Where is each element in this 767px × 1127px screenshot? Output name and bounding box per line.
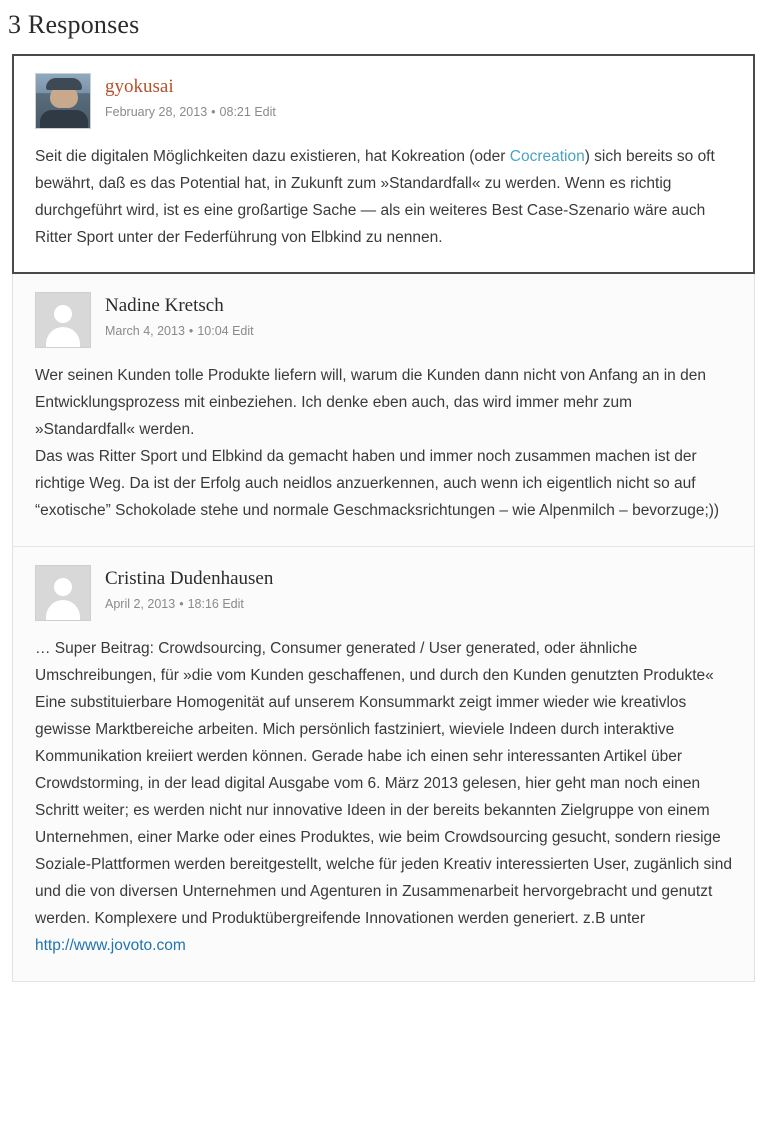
comment-timestamp <box>105 322 254 340</box>
comment-link[interactable]: http://www.jovoto.com <box>35 937 186 954</box>
comment-paragraph <box>35 443 732 524</box>
comment-text: Seit die digitalen Möglichkeiten dazu existieren, hat Kokreation (oder <box>35 148 510 165</box>
comment-author: Cristina Dudenhausen <box>105 568 274 589</box>
comment-date: March 4, 2013 <box>105 324 185 338</box>
comment-item <box>12 54 755 274</box>
comment-time: 10:04 <box>197 324 229 338</box>
comment-date: February 28, 2013 <box>105 105 208 119</box>
avatar <box>35 292 91 348</box>
comment-author: Nadine Kretsch <box>105 295 224 316</box>
comment-text: ) sich bereits so oft bewährt, daß es das Potential hat, in Zukunft zum »Standardfall« zu werden. Wenn es richtig durchgeführt wird, ist es eine großartige Sache — als ein weiteres Best Case-Szenario wäre auch Ritter Sport unter der Federführung von Elbkind zu nennen. <box>35 148 715 246</box>
comment-body <box>35 635 732 959</box>
comment-meta <box>105 73 276 121</box>
avatar <box>35 73 91 129</box>
comment-timestamp <box>105 595 273 613</box>
comment-paragraph <box>35 143 732 251</box>
comment-body <box>35 362 732 524</box>
avatar <box>35 565 91 621</box>
comment-time: 08:21 <box>219 105 251 119</box>
comment-header <box>35 292 732 348</box>
comment-author[interactable]: gyokusai <box>105 76 174 97</box>
comment-header <box>35 565 732 621</box>
edit-comment-link[interactable]: Edit <box>254 105 276 119</box>
comment-time: 18:16 <box>187 597 219 611</box>
comment-item <box>13 274 754 547</box>
meta-separator: • <box>179 597 184 611</box>
comment-meta <box>105 565 273 613</box>
avatar-body <box>40 110 88 128</box>
comment-paragraph <box>35 362 732 443</box>
comment-item <box>13 547 754 981</box>
comment-text: Wer seinen Kunden tolle Produkte liefern will, warum die Kunden dann nicht von Anfang an in den Entwicklungsprozess mit einbeziehen. Ich denke eben auch, das wird immer mehr zum »Standardfall« werden. <box>35 367 706 438</box>
comment-header <box>35 73 732 129</box>
comment-date: April 2, 2013 <box>105 597 176 611</box>
comment-paragraph <box>35 635 732 959</box>
edit-comment-link[interactable]: Edit <box>232 324 254 338</box>
comment-list <box>12 54 755 982</box>
comment-body <box>35 143 732 251</box>
meta-separator: • <box>188 324 194 338</box>
edit-comment-link[interactable]: Edit <box>222 597 244 611</box>
comment-timestamp <box>105 103 276 121</box>
meta-separator: • <box>211 105 216 119</box>
comment-text: Das was Ritter Sport und Elbkind da gemacht haben und immer noch zusammen machen ist der richtige Weg. Da ist der Erfolg auch neidlos anzuerkennen, auch wenn ich eigentlich nicht so auf “exotische” Schokolade stehe und normale Geschmacksrichtungen – wie Alpenmilch – bevorzuge;)) <box>35 448 720 519</box>
comment-text: … Super Beitrag: Crowdsourcing, Consumer generated / User generated, oder ähnliche Umschreibungen, für »die vom Kunden geschaffenen, und durch den Kunden genutzten Produkte« Eine substituierbare Homogenität auf unserem Konsummarkt zeigt immer wieder wie kreativlos gewisse Marktbereiche arbeiten. Mich persönlich fastziniert, wieviele Indeen durch interaktive Kommunikation kreiiert werden können. Gerade habe ich einen sehr interessanten Artikel über Crowdstorming, in der lead digital Ausgabe vom 6. März 2013 gelesen, hier geht man noch einen Schritt weiter; es werden nicht nur innovative Ideen in der bereits bekannten Zielgruppe von einem Unternehmen, einer Marke oder eines Produktes, wie beim Crowdsourcing gesucht, sondern riesige Soziale-Plattformen werden bereitgestellt, welche für jeden Kreativ interessierten User, zugänlich sind und die von diversen Unternehmen und Agenturen in Zusammenarbeit hervorgebracht und genutzt werden. Komplexere und Produktübergreifende Innovationen werden generiert. z.B unter <box>35 640 732 927</box>
comment-meta <box>105 292 254 340</box>
page-title: 3 Responses <box>8 10 140 39</box>
comment-link[interactable]: Cocreation <box>509 148 585 165</box>
